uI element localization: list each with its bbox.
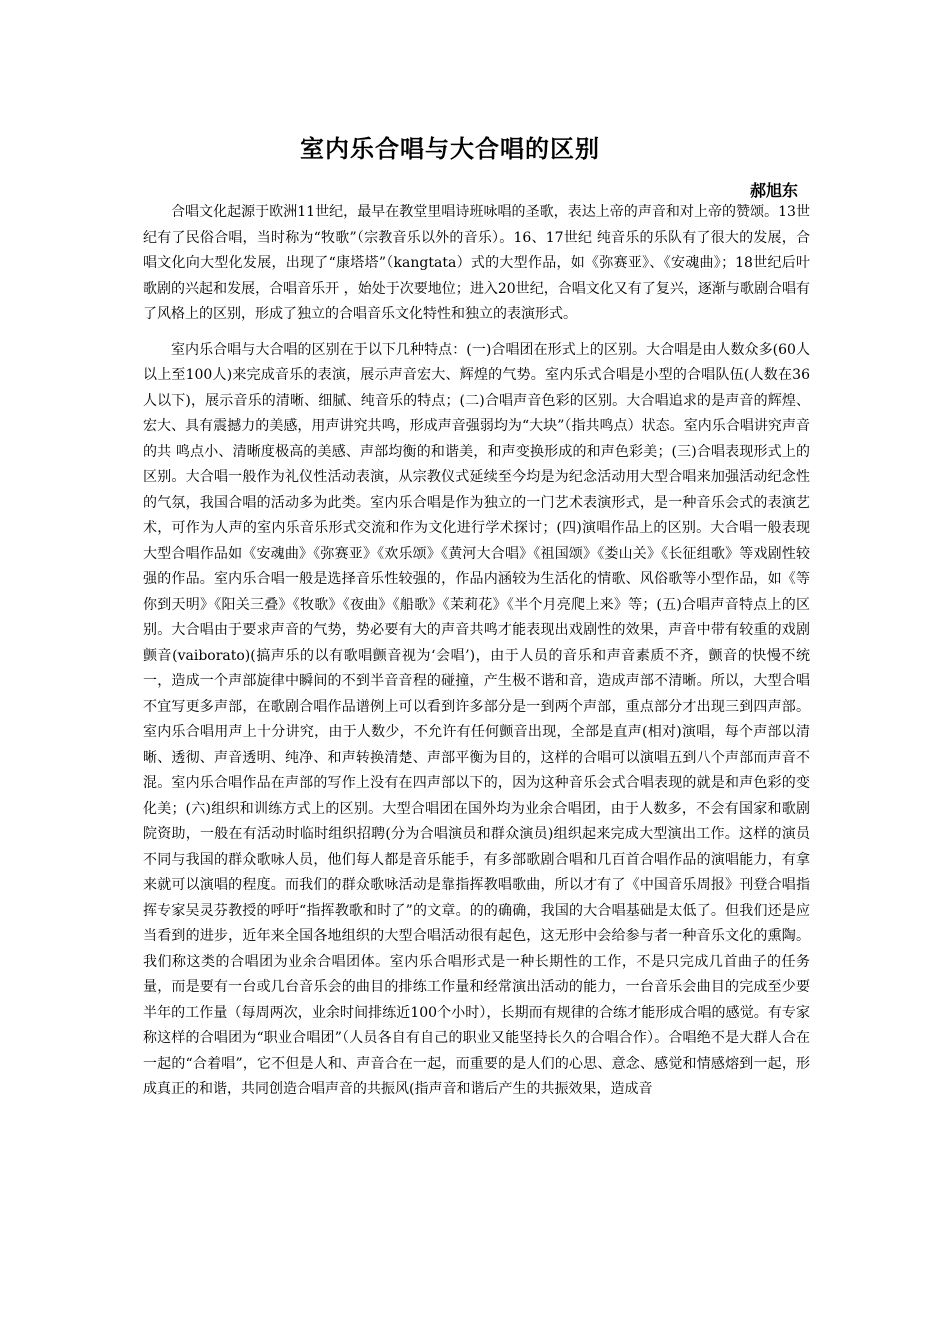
paragraph-differences: 室内乐合唱与大合唱的区别在于以下几种特点：(一)合唱团在形式上的区别。大合唱是由人数众多(60人以上至100人)来完成音乐的表演，展示声音宏大、辉煌的气势。室内乐式合唱是小型的合唱队伍(人数在36人以下)，展示音乐的清晰、细腻、纯音乐的特点；(二)合唱声音色彩的区别。大合唱追求的是声音的辉煌、宏大、具有震撼力的美感，用声讲究共鸣，形成声音强弱均为“大块”（指共鸣点）状态。室内乐合唱讲究声音的共 鸣点小、清晰度极高的美感、声部均衡的和谐美，和声变换形成的和声色彩美；(三)合唱表现形式上的区别。大合唱一般作为礼仪性活动表演，从宗教仪式延续至今均是为纪念活动用大型合唱来加强活动纪念性的气氛，我国合唱的活动多为此类。室内乐合唱是作为独立的一门艺术表演形式，是一种音乐会式的表演艺术，可作为人声的室内乐音乐形式交流和作为文化进行学术探讨；(四)演唱作品上的区别。大合唱一般表现大型合唱作品如《安魂曲》《弥赛亚》《欢乐颂》《黄河大合唱》《祖国颂》《娄山关》《长征组歌》等戏剧性较强的作品。室内乐合唱一般是选择音乐性较强的，作品内涵较为生活化的情歌、风俗歌等小型作品，如《等你到天明》《阳关三叠》《牧歌》《夜曲》《船歌》《茉莉花》《半个月亮爬上来》等；(五)合唱声音特点上的区别。大合唱由于要求声音的气势，势必要有大的声音共鸣才能表现出戏剧性的效果，声音中带有较重的戏剧颤音(vaiborato)(搞声乐的以有歌唱颤音视为‘会唱’)，由于人员的音乐和声音素质不齐，颤音的快慢不统一，造成一个声部旋律中瞬间的不到半音音程的碰撞，产生极不谐和音，造成声部不清晰。所以，大型合唱不宜写更多声部，在歌剧合唱作品谱例上可以看到许多部分是一到两个声部，重点部分才出现三到四声部。室内乐合唱用声上十分讲究，由于人数少，不允许有任何颤音出现，全部是直声(相对)演唱，每个声部以清晰、透彻、声音透明、纯净、和声转换清楚、声部平衡为目的，这样的合唱可以演唱五到八个声部而声音不混。室内乐合唱作品在声部的写作上没有在四声部以下的，因为这种音乐会式合唱表现的就是和声色彩的变化美；(六)组织和训练方式上的区别。大型合唱团在国外均为业余合唱团，由于人数多，不会有国家和歌剧院资助，一般在有活动时临时组织招聘(分为合唱演员和群众演员)组织起来完成大型演出工作。这样的演员不同与我国的群众歌咏人员，他们每人都是音乐能手，有多部歌剧合唱和几百首合唱作品的演唱能力，有拿来就可以演唱的程度。而我们的群众歌咏活动是靠指挥教唱歌曲，所以才有了《中国音乐周报》刊登合唱指挥专家吴灵芬教授的呼吁“指挥教歌和时了”的文章。的的确确，我国的大合唱基础是太低了。但我们还是应当看到的进步，近年来全国各地组织的大型合唱活动很有起色，这无形中会给参与者一种音乐文化的熏陶。我们称这类的合唱团为业余合唱团体。室内乐合唱形式是一种长期性的工作，不是只完成几首曲子的任务量，而是要有一台或几台音乐会的曲目的排练工作量和经常演出活动的能力，一台音乐会曲目的完成至少要半年的工作量（每周两次，业余时间排练近100个小时），长期而有规律的合练才能形成合唱的感觉。有专家称这样的合唱团为“职业合唱团”（人员各自有自己的职业又能坚持长久的合唱合作）。合唱绝不是大群人合在一起的“合着唱”，它不但是人和、声音合在一起，而重要的是人们的心思、意念、感觉和情感熔到一起，形成真正的和谐，共同创造合唱声音的共振风(指声音和谐后产生的共振效果，造成音 [143, 341, 810, 1097]
document-author: 郝旭东 [749, 181, 798, 200]
paragraph-intro: 合唱文化起源于欧洲11世纪，最早在教堂里唱诗班咏唱的圣歌，表达上帝的声音和对上帝的赞颂。13世纪有了民俗合唱，当时称为“牧歌”（宗教音乐以外的音乐）。16、17世纪 纯音乐的乐队有了很大的发展，合唱文化向大型化发展，出现了“康塔塔”（kangtata）式的大型作品，如《弥赛亚》、《安魂曲》；18世纪后叶歌剧的兴起和发展，合唱音乐开 ，始处于次要地位；进入20世纪，合唱文化又有了复兴，逐渐与歌剧合唱有了风格上的区别，形成了独立的合唱音乐文化特性和独立的表演形式。 [143, 204, 810, 322]
document-body [143, 200, 810, 1113]
document-title: 室内乐合唱与大合唱的区别 [300, 135, 600, 163]
